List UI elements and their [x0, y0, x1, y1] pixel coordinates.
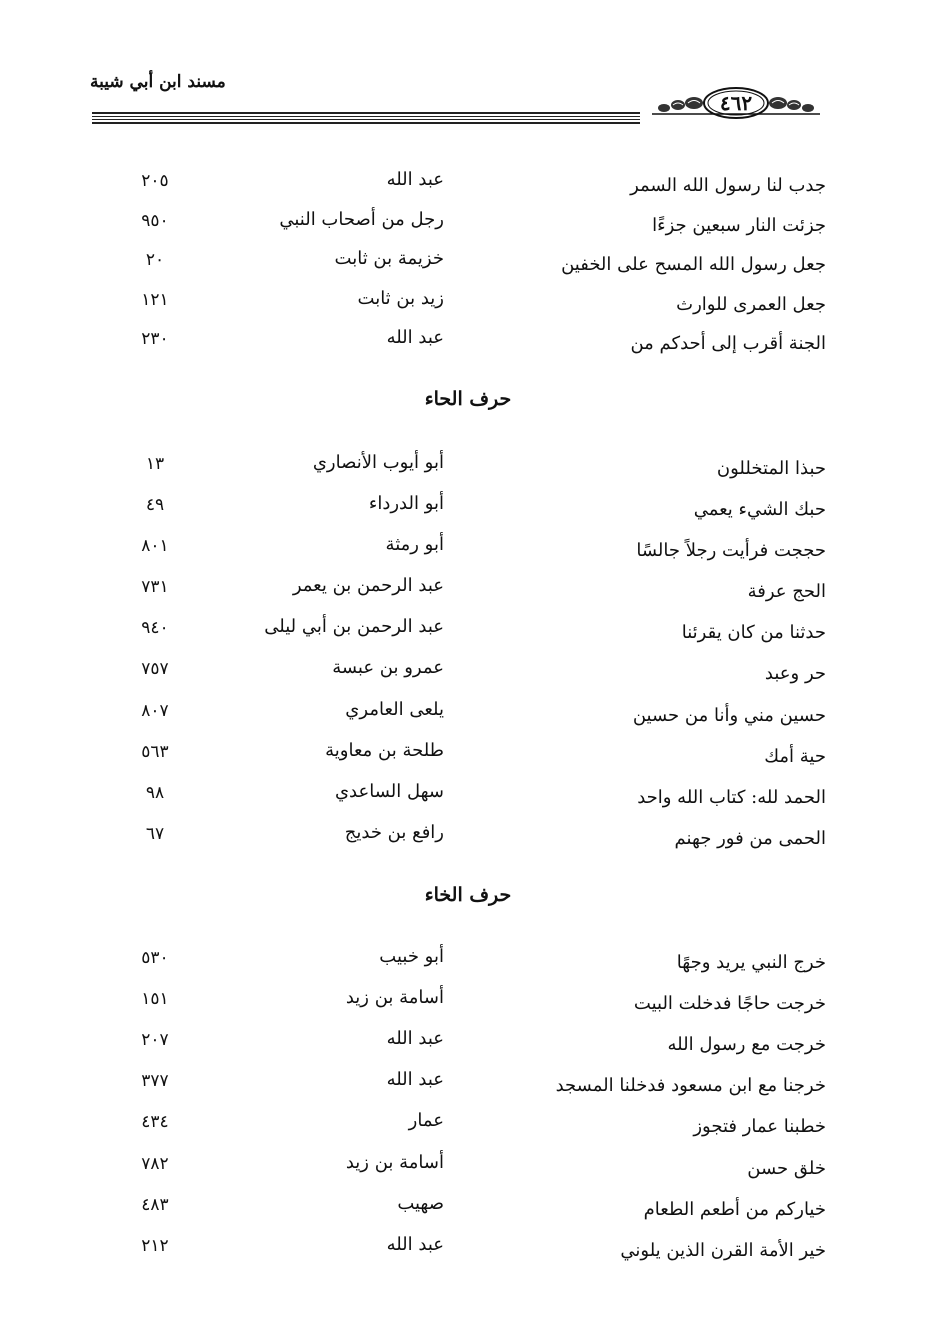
phrase-text: جدب لنا رسول الله السمر	[630, 175, 826, 196]
narrator-name: يلعى العامري	[345, 699, 444, 720]
section-heading-kha: حرف الخاء	[424, 884, 512, 906]
hadith-number: ٩٨	[145, 783, 165, 803]
index-row	[0, 169, 936, 209]
narrator-name: طلحة بن معاوية	[325, 740, 444, 761]
hadith-number: ٤٣٤	[141, 1112, 169, 1132]
phrase-text: حدثنا من كان يقرئنا	[681, 622, 826, 643]
narrator-name: أبو أيوب الأنصاري	[312, 452, 444, 473]
phrase-text: الحمد لله: كتاب الله واحد	[637, 787, 826, 808]
hadith-number: ١٢١	[141, 290, 169, 310]
hadith-number: ٧٣١	[141, 577, 169, 597]
page-number: ٤٦٢	[719, 91, 753, 115]
phrase-text: الحج عرفة	[747, 581, 826, 602]
index-row	[0, 209, 936, 249]
index-row	[0, 987, 936, 1027]
phrase-text: حية أمك	[764, 746, 826, 767]
hadith-number: ٤٨٣	[141, 1195, 169, 1215]
hadith-number: ٧٥٧	[141, 659, 169, 679]
narrator-name: عمار	[408, 1110, 444, 1131]
narrator-name: سهل الساعدي	[334, 781, 444, 802]
phrase-text: الحمى من فور جهنم	[674, 828, 826, 849]
index-row	[0, 1110, 936, 1150]
narrator-name: أبو رمثة	[385, 534, 444, 555]
index-row	[0, 248, 936, 288]
narrator-name: أسامة بن زيد	[345, 987, 444, 1008]
hadith-number: ٢١٢	[141, 1236, 169, 1256]
index-row	[0, 616, 936, 656]
phrase-text: حبك الشيء يعمي	[693, 499, 826, 520]
narrator-name: عبد الرحمن بن يعمر	[292, 575, 444, 596]
page-number-ornament	[648, 84, 823, 126]
hadith-number: ٢٠٥	[141, 171, 169, 191]
narrator-name: عبد الله	[386, 169, 444, 190]
index-row	[0, 534, 936, 574]
hadith-number: ١٣	[145, 454, 165, 474]
hadith-number: ٨٠٧	[141, 701, 169, 721]
hadith-number: ٢٣٠	[141, 329, 169, 349]
hadith-number: ٥٣٠	[141, 948, 169, 968]
index-row	[0, 740, 936, 780]
phrase-text: خياركم من أطعم الطعام	[643, 1199, 826, 1220]
index-row	[0, 1028, 936, 1068]
hadith-number: ٩٤٠	[141, 618, 169, 638]
hadith-number: ٦٧	[145, 824, 165, 844]
index-row	[0, 822, 936, 862]
narrator-name: عبد الرحمن بن أبي ليلى	[264, 616, 444, 637]
index-row	[0, 288, 936, 328]
index-row	[0, 575, 936, 615]
hadith-number: ٥٦٣	[141, 742, 169, 762]
phrase-text: خرجنا مع ابن مسعود فدخلنا المسجد	[555, 1075, 826, 1096]
narrator-name: زيد بن ثابت	[357, 288, 444, 309]
hadith-number: ٩٥٠	[141, 211, 169, 231]
hadith-number: ٤٩	[145, 495, 165, 515]
narrator-name: خزيمة بن ثابت	[334, 248, 444, 269]
phrase-text: خطبنا عمار فتجوز	[693, 1116, 826, 1137]
index-row	[0, 1234, 936, 1274]
narrator-name: عبد الله	[386, 1028, 444, 1049]
page-header	[0, 0, 936, 140]
phrase-text: حسين مني وأنا من حسين	[632, 705, 826, 726]
hadith-number: ٢٠	[145, 250, 165, 270]
phrase-text: حبذا المتخللون	[716, 458, 826, 479]
narrator-name: رافع بن خديج	[344, 822, 444, 843]
index-row	[0, 946, 936, 986]
phrase-text: جعل العمرى للوارث	[676, 294, 826, 315]
phrase-text: خرج النبي يريد وجهًا	[676, 952, 826, 973]
index-row	[0, 699, 936, 739]
phrase-text: جزئت النار سبعين جزءًا	[652, 215, 826, 236]
index-row	[0, 493, 936, 533]
narrator-name: عبد الله	[386, 1234, 444, 1255]
index-row	[0, 452, 936, 492]
hadith-number: ٨٠١	[141, 536, 169, 556]
phrase-text: جعل رسول الله المسح على الخفين	[561, 254, 826, 275]
narrator-name: أبو خبيب	[379, 946, 444, 967]
narrator-name: صهيب	[397, 1193, 444, 1214]
phrase-text: خرجت حاجًا فدخلت البيت	[633, 993, 826, 1014]
phrase-text: حر وعبد	[764, 663, 826, 684]
narrator-name: عبد الله	[386, 1069, 444, 1090]
narrator-name: أسامة بن زيد	[345, 1152, 444, 1173]
index-row	[0, 1193, 936, 1233]
section-heading-ha: حرف الحاء	[424, 388, 512, 410]
hadith-number: ١٥١	[141, 989, 169, 1009]
phrase-text: الجنة أقرب إلى أحدكم من	[630, 333, 826, 354]
narrator-name: عمرو بن عبسة	[332, 657, 444, 678]
index-row	[0, 781, 936, 821]
narrator-name: رجل من أصحاب النبي	[279, 209, 444, 230]
hadith-number: ٧٨٢	[141, 1154, 169, 1174]
hadith-number: ٢٠٧	[141, 1030, 169, 1050]
phrase-text: خرجت مع رسول الله	[667, 1034, 826, 1055]
index-row	[0, 327, 936, 367]
header-rule	[92, 112, 640, 126]
phrase-text: خلق حسن	[747, 1158, 826, 1179]
phrase-text: خير الأمة القرن الذين يلوني	[620, 1240, 826, 1261]
hadith-number: ٣٧٧	[141, 1071, 169, 1091]
index-row	[0, 657, 936, 697]
index-row	[0, 1152, 936, 1192]
book-title: مسند ابن أبي شيبة	[90, 72, 226, 92]
narrator-name: عبد الله	[386, 327, 444, 348]
narrator-name: أبو الدرداء	[368, 493, 444, 514]
phrase-text: حججت فرأيت رجلاً جالسًا	[636, 540, 826, 561]
index-row	[0, 1069, 936, 1109]
